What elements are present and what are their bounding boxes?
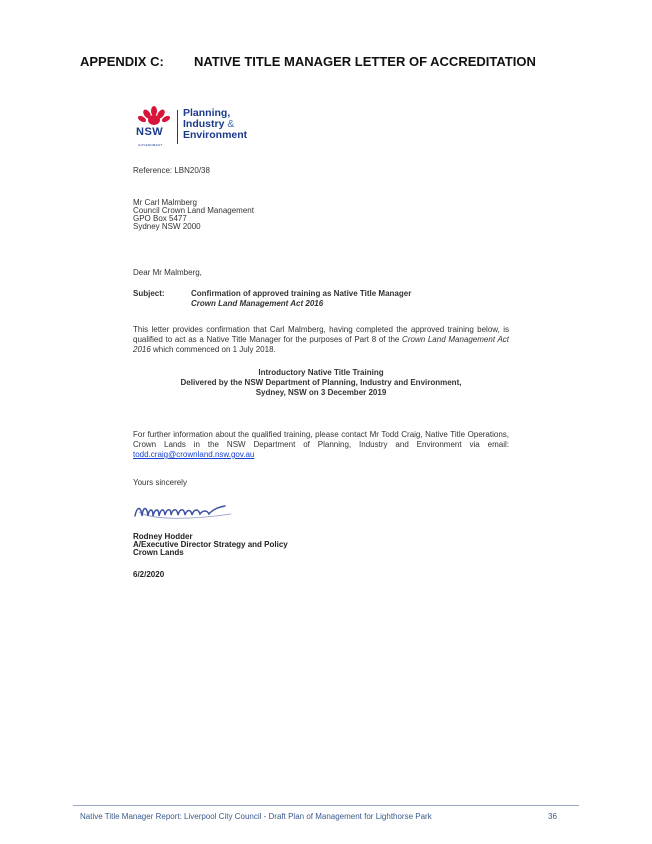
nsw-dpie-logo [134, 106, 274, 148]
closing: Yours sincerely [133, 478, 187, 487]
training-provider: Delivered by the NSW Department of Planning, Industry and Environment, [180, 378, 462, 387]
confirmation-paragraph: This letter provides confirmation that Carl Malmberg, having completed the approved training below, is qualified to act as a Native Title Manager for the purposes of Part 8 of the Crown Land Management Act 2016 which commenced on 1 July 2018. [133, 325, 510, 354]
waratah-icon [134, 106, 174, 128]
salutation: Dear Mr Malmberg, [133, 268, 202, 277]
logo-divider [177, 110, 178, 144]
training-details [133, 368, 509, 398]
government-wordmark: GOVERNMENT [138, 143, 163, 147]
address-line: Council Crown Land Management [133, 206, 254, 215]
training-date: Sydney, NSW on 3 December 2019 [255, 388, 387, 397]
reference: Reference: LBN20/38 [133, 166, 210, 175]
signatory-org: Crown Lands [133, 548, 184, 557]
signatory-title: A/Executive Director Strategy and Policy [133, 540, 288, 549]
signature-image [131, 494, 281, 524]
page-number: 36 [548, 812, 557, 821]
email-link[interactable]: todd.craig@crownland.nsw.gov.au [133, 450, 255, 459]
footer-title: Native Title Manager Report: Liverpool City Council - Draft Plan of Management for Lighthorse Park [80, 812, 432, 821]
address-line: Sydney NSW 2000 [133, 222, 201, 231]
department-name [183, 108, 247, 141]
nsw-wordmark: NSW [136, 126, 164, 138]
subject-line-1: Confirmation of approved training as Native Title Manager [191, 289, 412, 298]
address-line: Mr Carl Malmberg [133, 198, 198, 207]
dept-line-3: Environment [183, 129, 248, 141]
subject-label: Subject: [133, 289, 165, 298]
training-title: Introductory Native Title Training [258, 368, 384, 377]
dept-line-1: Planning, [183, 107, 231, 119]
footer-divider [73, 805, 579, 806]
appendix-title: NATIVE TITLE MANAGER LETTER OF ACCREDITATION [194, 54, 536, 69]
address-line: GPO Box 5477 [133, 214, 187, 223]
appendix-heading [80, 54, 536, 69]
letter-date: 6/2/2020 [133, 570, 165, 579]
subject-line-2: Crown Land Management Act 2016 [191, 299, 324, 308]
dept-line-2: Industry & [183, 118, 235, 130]
appendix-label: APPENDIX C: [80, 54, 164, 69]
signatory-name: Rodney Hodder [133, 532, 193, 541]
contact-paragraph: For further information about the qualified training, please contact Mr Todd Craig, Native Title Operations, Crown Lands in the NSW Department of Planning, Industry and Environment via email: todd.craig@crownland.nsw.gov.au [133, 430, 509, 459]
subject-text [191, 289, 511, 309]
